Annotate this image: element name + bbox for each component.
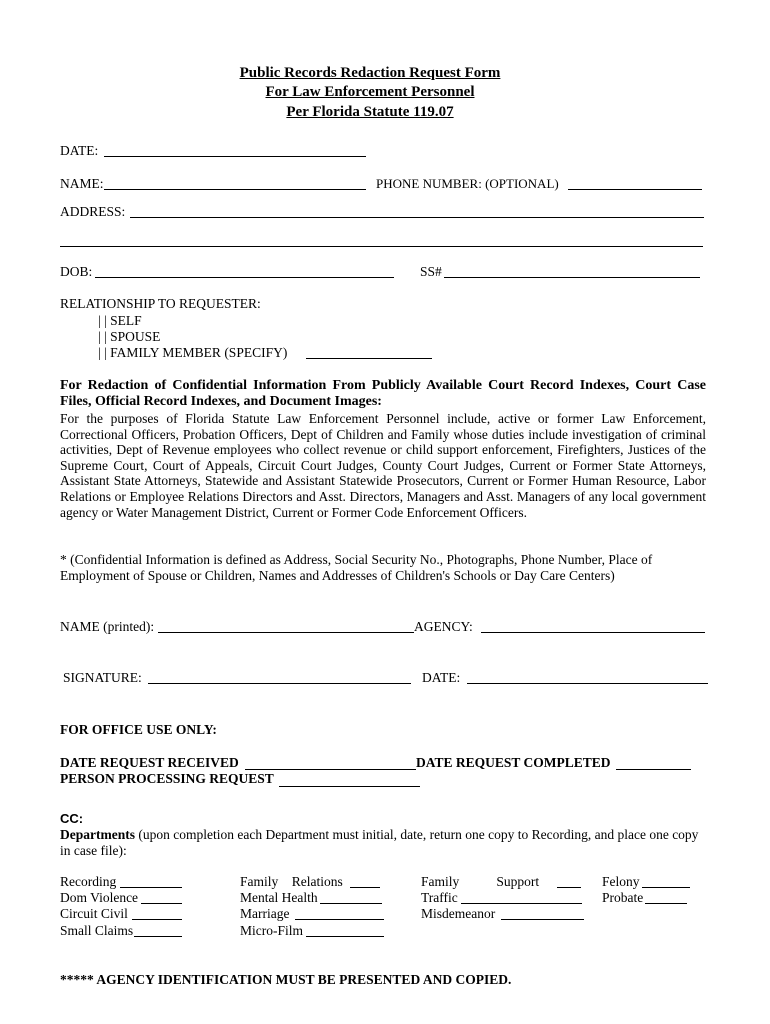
address-field[interactable] [130,217,704,218]
office-use-heading: FOR OFFICE USE ONLY: [60,722,217,737]
date-label: DATE: [60,143,99,158]
agency-label: AGENCY: [414,619,473,634]
dept-recording-field[interactable] [120,887,182,888]
footer-notice: ***** AGENCY IDENTIFICATION MUST BE PRESENTED AND COPIED. [60,972,512,987]
departments-text [60,827,706,858]
form-subtitle: For Law Enforcement Personnel [265,84,475,100]
phone-label: PHONE NUMBER: (OPTIONAL) [376,176,559,191]
form-statute: Per Florida Statute 119.07 [286,104,454,120]
dept-dom-violence: Dom Violence [60,890,139,905]
name-label: NAME: [60,176,104,191]
dept-recording: Recording [60,874,117,889]
dept-marriage-field[interactable] [295,919,384,920]
family-member-specify-field[interactable] [306,358,432,359]
cc-label: CC: [60,811,84,826]
signature-field[interactable] [148,683,411,684]
dob-label: DOB: [60,264,93,279]
date-completed-field[interactable] [616,769,691,770]
spouse-checkbox[interactable] [98,329,160,345]
dept-misdemeanor: Misdemeanor [421,906,496,921]
phone-field[interactable] [568,189,702,190]
dept-micro-film: Micro-Film [240,923,303,938]
checkbox-mark: | | [98,345,107,360]
agency-field[interactable] [481,632,705,633]
date-received-label: DATE REQUEST RECEIVED [60,755,239,770]
person-processing-field[interactable] [279,786,420,787]
dept-felony-field[interactable] [642,887,690,888]
dept-small-claims: Small Claims [60,923,134,938]
checkbox-mark: | | [98,313,107,328]
self-checkbox[interactable] [98,313,142,329]
dept-traffic: Traffic [421,890,458,905]
dept-circuit-civil: Circuit Civil [60,906,128,921]
dept-dom-violence-field[interactable] [141,903,182,904]
dept-mental-health: Mental Health [240,890,318,905]
redaction-body: For the purposes of Florida Statute Law Enforcement Personnel include, active or former Law Enforcement, Correctional Officers, Probation Officers, Dept of Children and Family whose duties include investigation of criminal activities, Dept of Revenue employees who collect revenue or child support enforcement, Firefighters, Justices of the Supreme Court, Court of Appeals, Circuit Court Judges, County Court Judges, Current or Former State Attorneys, Assistant State Attorneys, Statewide and Assistant Statewide Prosecutors, Current or Former Human Resource, Labor Relations or Employee Relations Directors and Asst. Directors, Managers and Asst. Managers of any local government agency or Water Management District, Current or Former Code Enforcement Officers. [60,411,706,520]
dept-circuit-civil-field[interactable] [132,919,182,920]
dept-family-relations: Family Relations [240,874,343,889]
dob-field[interactable] [95,277,394,278]
departments-instructions: (upon completion each Department must initial, date, return one copy to Recording, and place one copy in case file): [60,827,699,858]
form-title: Public Records Redaction Request Form [239,65,501,81]
dept-family-relations-field[interactable] [350,887,380,888]
person-processing-label: PERSON PROCESSING REQUEST [60,771,274,786]
date-completed-label: DATE REQUEST COMPLETED [416,755,611,770]
ss-field[interactable] [444,277,700,278]
dept-mental-health-field[interactable] [320,903,382,904]
checkbox-mark: | | [98,329,107,344]
ss-label: SS# [420,264,442,279]
name-field[interactable] [104,189,366,190]
option-spouse-label: SPOUSE [110,329,161,344]
option-family-label: FAMILY MEMBER (SPECIFY) [110,345,288,360]
family-member-checkbox[interactable] [98,345,287,361]
dept-family-support-field[interactable] [557,887,581,888]
signature-label: SIGNATURE: [63,670,142,685]
dept-micro-film-field[interactable] [306,936,384,937]
dept-small-claims-field[interactable] [134,936,182,937]
dept-probate: Probate [602,890,644,905]
redaction-heading: For Redaction of Confidential Information From Publicly Available Court Record Indexes, Court Case Files, Official Record Indexes, and Document Images: [60,378,706,409]
option-self-label: SELF [110,313,142,328]
name-printed-label: NAME (printed): [60,619,155,634]
dept-probate-field[interactable] [645,903,687,904]
dept-traffic-field[interactable] [461,903,582,904]
dept-marriage: Marriage [240,906,290,921]
dept-family-support: Family Support [421,874,540,889]
relationship-label: RELATIONSHIP TO REQUESTER: [60,296,261,311]
address-label: ADDRESS: [60,204,126,219]
address-field-line2[interactable] [60,246,703,247]
confidential-note: * (Confidential Information is defined as Address, Social Security No., Photographs, Phone Number, Place of Employment of Spouse or Children, Names and Addresses of Children's Schools or Day Care Centers) [60,552,653,583]
date-received-field[interactable] [245,769,416,770]
dept-misdemeanor-field[interactable] [501,919,584,920]
date-field[interactable] [104,156,366,157]
signature-date-field[interactable] [467,683,708,684]
name-printed-field[interactable] [158,632,414,633]
signature-date-label: DATE: [422,670,461,685]
departments-label: Departments [60,827,135,842]
dept-felony: Felony [602,874,640,889]
